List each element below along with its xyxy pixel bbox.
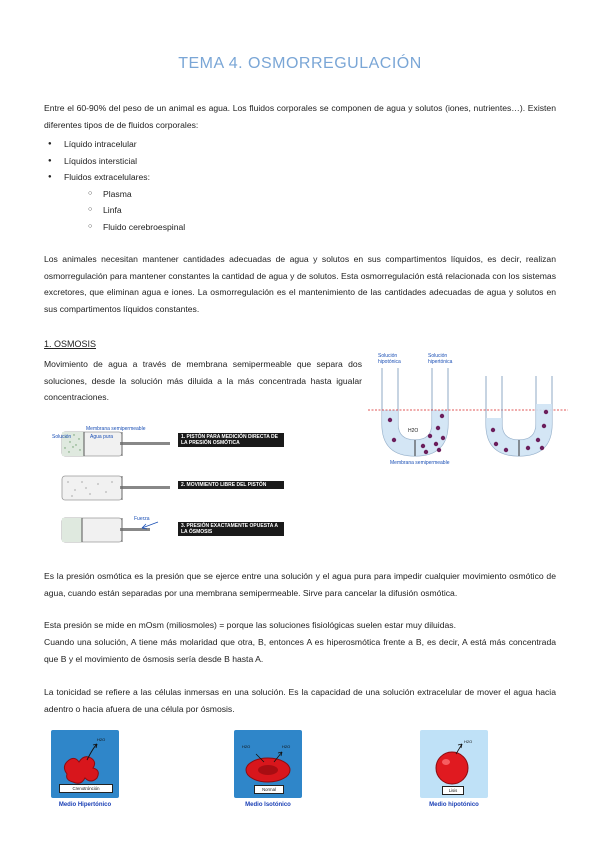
cell-h2o-label: H2O xyxy=(97,737,106,742)
syringe-box-1: 1. PISTÓN PARA MEDICIÓN DIRECTA DE LA PRESIÓN OSMÓTICA xyxy=(178,433,284,447)
osmosis-definition: Movimiento de agua a través de membrana semipermeable que separa dos soluciones, desde la solución más diluida a la más concentrada hasta igualar concentraciones. xyxy=(44,359,362,402)
section-heading-osmosis: 1. OSMOSIS xyxy=(44,339,97,349)
cell-card-isotonic xyxy=(234,730,302,798)
u-tube-right xyxy=(486,376,552,456)
page-title: TEMA 4. OSMORREGULACIÓN xyxy=(178,55,422,72)
cell-card-hypertonic xyxy=(51,730,119,798)
medio-isotonico: Medio Isotónico xyxy=(245,802,291,808)
cell-state-label: Crenotrónción xyxy=(59,784,113,793)
label-solucion: Solución xyxy=(52,434,72,440)
osmotic-pressure-paragraph: Es la presión osmótica es la presión que se ejerce entre una solución y el agua pura para impedir cualquier movimiento osmótico de agua, cuando están separadas por una membrana semipermeable. Sirve para cancelar la difusión osmótica. xyxy=(44,571,556,598)
cell-card-hypotonic xyxy=(420,730,488,798)
hyperosmotic-paragraph: Cuando una solución, A tiene más molaridad que otra, B, entonces A es hiperosmótica frente a B, es decir, A está más concentrada que B y el movimiento de ósmosis sería desde B hasta A. xyxy=(44,637,556,664)
list-item: ● Fluidos extracelulares: xyxy=(44,169,444,186)
list-item: ● Líquido intracelular xyxy=(44,136,444,153)
cell-h2o-label: H2O xyxy=(242,744,251,749)
list-subitem: ○ Fluido cerebroespinal xyxy=(44,219,444,236)
list-item: ● Líquidos intersticial xyxy=(44,153,444,170)
intro-paragraph: Entre el 60-90% del peso de un animal es agua. Los fluidos corporales se componen de agua y solutos (iones, nutrientes…). Existen diferentes tipos de de fluidos corporales: xyxy=(44,103,556,130)
mosm-paragraph: Esta presión se mide en mOsm (miliosmoles) = porque las soluciones fisiológicas suelen estar muy diluidas. xyxy=(44,620,456,630)
label-hipertonica: Solución hipertónica xyxy=(428,353,453,365)
list-subitem: ○ Plasma xyxy=(44,186,444,203)
label-fuerza: Fuerza xyxy=(134,516,150,522)
cell-state-label: Lisis xyxy=(442,786,464,795)
label-membrana-u: Membrana semipermeable xyxy=(390,460,450,466)
fluids-list xyxy=(44,136,444,235)
medio-hipotonico: Medio hipotónico xyxy=(429,802,479,808)
u-tube-figure xyxy=(368,348,568,473)
cell-h2o-label-2: H2O xyxy=(282,744,291,749)
label-agua-pura: Agua pura xyxy=(90,434,114,440)
medio-hipertonico: Medio Hipertónico xyxy=(58,802,112,808)
cell-state-label: Normal xyxy=(254,785,284,794)
osmoregulation-paragraph: Los animales necesitan mantener cantidades adecuadas de agua y solutos en sus compartimentos líquidos, es decir, realizan osmorregulación para mantener constantes la cantidad de agua y de solutos. Esta osmorregulación está relacionada con los sistemas excretores, que eliminan agua e iones. La osmorregulación es el mantenimiento de las cantidades adecuadas de agua y solutos en sus compartimentos líquidos constantes. xyxy=(44,254,556,314)
syringe-1 xyxy=(62,432,170,456)
tonicity-paragraph: La tonicidad se refiere a las células inmersas en una solución. Es la capacidad de una solución extracelular de mover el agua hacia adentro o hacia afuera de una célula por ósmosis. xyxy=(44,687,556,714)
syringe-box-3: 3. PRESIÓN EXACTAMENTE OPUESTA A LA ÓSMOSIS xyxy=(178,522,284,536)
label-hipotonica: Solución hipotónica xyxy=(378,353,401,365)
list-subitem: ○ Linfa xyxy=(44,202,444,219)
label-membrana: Membrana semipermeable xyxy=(86,426,146,432)
syringe-2 xyxy=(62,476,170,500)
syringe-box-2: 2. MOVIMIENTO LIBRE DEL PISTÓN xyxy=(178,481,284,489)
u-tube-diagram xyxy=(368,348,568,473)
label-h2o: H2O xyxy=(408,428,419,434)
cell-h2o-label: H2O xyxy=(464,739,473,744)
